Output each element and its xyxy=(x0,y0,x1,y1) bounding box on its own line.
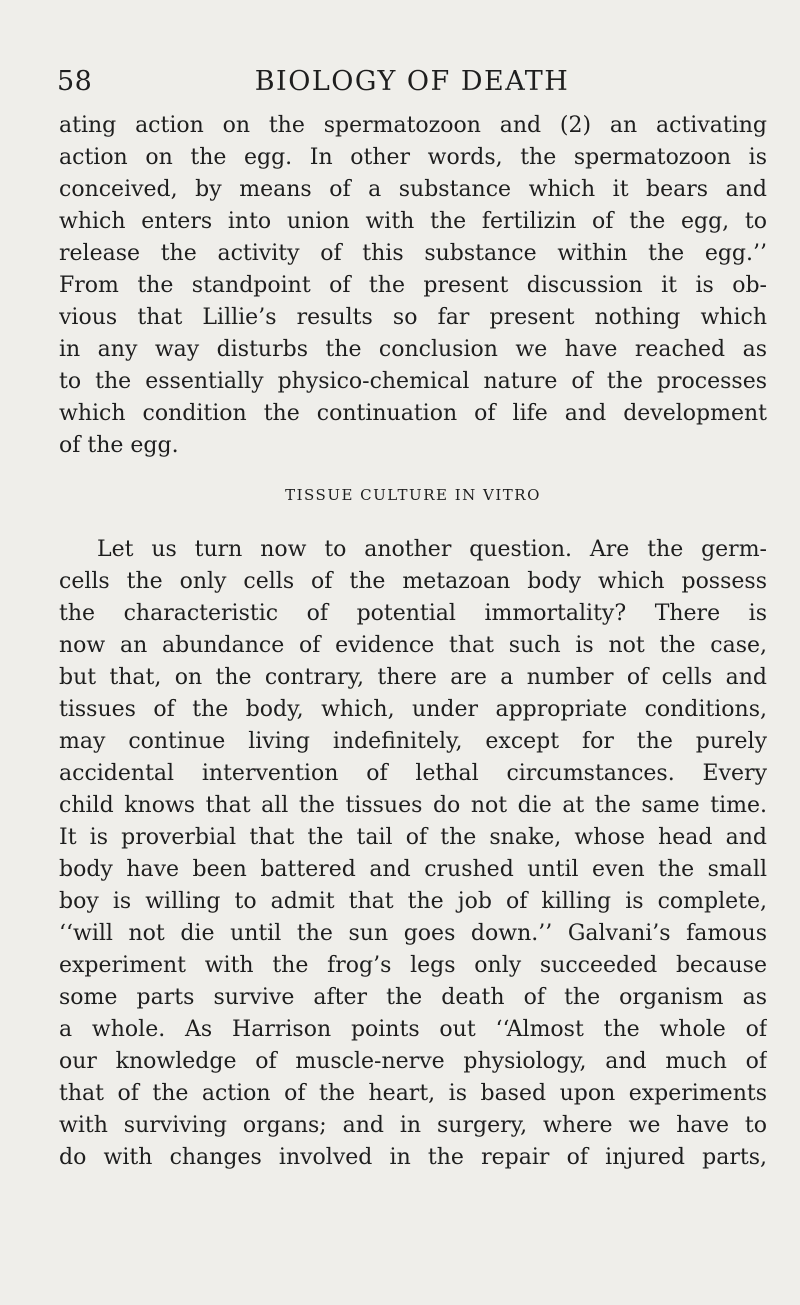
text-line: of the egg. xyxy=(59,433,179,458)
text-line: body have been battered and crushed until even the small xyxy=(59,857,767,882)
text-line: Let us turn now to another question. Are the germ- xyxy=(97,537,767,562)
text-line: action on the egg. In other words, the spermatozoon is xyxy=(59,145,767,170)
text-line: our knowledge of muscle-nerve physiology, and much of xyxy=(59,1049,767,1074)
text-line: experiment with the frog’s legs only succeeded because xyxy=(59,953,767,978)
text-line: the characteristic of potential immortality? There is xyxy=(59,601,767,626)
text-line: ating action on the spermatozoon and (2) an activating xyxy=(59,113,767,138)
text-line: conceived, by means of a substance which it bears and xyxy=(59,177,767,202)
text-line: to the essentially physico-chemical nature of the processes xyxy=(59,369,767,394)
text-line: vious that Lillie’s results so far present nothing which xyxy=(59,305,767,330)
text-line: in any way disturbs the conclusion we have reached as xyxy=(59,337,767,362)
text-line: boy is willing to admit that the job of killing is complete, xyxy=(59,889,767,914)
text-line: child knows that all the tissues do not die at the same time. xyxy=(59,793,767,818)
text-line: cells the only cells of the metazoan body which possess xyxy=(59,569,767,594)
text-line: that of the action of the heart, is based upon experiments xyxy=(59,1081,767,1106)
paragraph-continued xyxy=(59,110,767,462)
section-heading: TISSUE CULTURE IN VITRO xyxy=(285,486,541,504)
text-line: but that, on the contrary, there are a number of cells and xyxy=(59,665,767,690)
paragraph xyxy=(59,534,767,1174)
text-line: ‘‘will not die until the sun goes down.’’ Galvani’s famous xyxy=(59,921,767,946)
text-line: tissues of the body, which, under appropriate conditions, xyxy=(59,697,767,722)
text-line: which enters into union with the fertilizin of the egg, to xyxy=(59,209,767,234)
page-header xyxy=(57,66,767,106)
text-line: with surviving organs; and in surgery, where we have to xyxy=(59,1113,767,1138)
running-title: BIOLOGY OF DEATH xyxy=(254,66,570,97)
text-line: From the standpoint of the present discussion it is ob- xyxy=(59,273,767,298)
text-line: may continue living indefinitely, except for the purely xyxy=(59,729,767,754)
page-number: 58 xyxy=(57,66,93,97)
text-line: now an abundance of evidence that such is not the case, xyxy=(59,633,767,658)
text-line: which condition the continuation of life and development xyxy=(59,401,767,426)
text-line: a whole. As Harrison points out ‘‘Almost the whole of xyxy=(59,1017,767,1042)
text-line: It is proverbial that the tail of the snake, whose head and xyxy=(59,825,767,850)
text-line: do with changes involved in the repair of injured parts, xyxy=(59,1145,767,1170)
text-line: accidental intervention of lethal circumstances. Every xyxy=(59,761,767,786)
text-line: some parts survive after the death of the organism as xyxy=(59,985,767,1010)
text-line: release the activity of this substance within the egg.’’ xyxy=(59,241,767,266)
